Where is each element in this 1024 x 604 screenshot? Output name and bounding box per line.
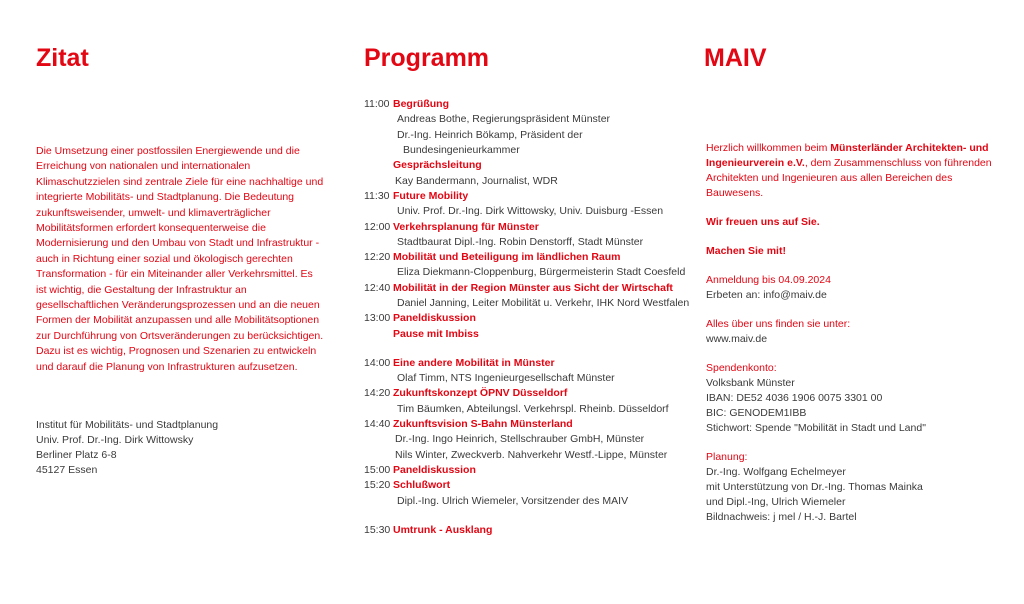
time: 12:40 (364, 281, 391, 294)
entry-title: Paneldiskussion (393, 312, 476, 325)
schedule-row (364, 386, 684, 401)
planning-label: Planung: (706, 451, 748, 463)
image-credits: Bildnachweis: j mel / H.-J. Bartel (706, 511, 857, 523)
schedule-row (364, 296, 690, 311)
speaker: Dipl.-Ing. Ulrich Wiemeler, Vorsitzender des MAIV (397, 494, 629, 507)
time: 11:30 (364, 189, 390, 202)
entry-title: Eine andere Mobilität in Münster (393, 356, 555, 369)
time: 12:00 (364, 220, 391, 233)
schedule-row (364, 523, 684, 538)
donation-label: Spendenkonto: (706, 362, 777, 374)
schedule-row (364, 326, 684, 341)
entry-title: Pause mit Imbiss (393, 327, 479, 340)
schedule-row (364, 112, 684, 127)
bic: BIC: GENODEM1IBB (706, 407, 807, 419)
speaker: Olaf Timm, NTS Ingenieurgesellschaft Münster (397, 372, 615, 385)
freuen-text: Wir freuen uns auf Sie. (706, 216, 820, 228)
speaker: Daniel Janning, Leiter Mobilität u. Verkehr, IHK Nord Westfalen (397, 297, 690, 309)
institute-city: 45127 Essen (36, 464, 98, 476)
maiv-heading: MAIV (704, 44, 767, 72)
mitmachen-text: Machen Sie mit! (706, 245, 786, 257)
schedule-row (364, 265, 684, 280)
bank-name: Volksbank Münster (706, 377, 795, 389)
institute-address (36, 418, 326, 478)
schedule-row (364, 417, 684, 432)
speaker: Eliza Diekmann-Cloppenburg, Bürgermeisterin Stadt Coesfeld (397, 266, 686, 279)
programm-schedule (364, 97, 690, 538)
institute-street: Berliner Platz 6-8 (36, 449, 117, 461)
entry-title: Gesprächsleitung (393, 159, 482, 172)
schedule-row (364, 371, 684, 386)
website-info (706, 317, 996, 347)
speaker: Tim Bäumken, Abteilungsl. Verkehrspl. Rheinb. Düsseldorf (397, 402, 669, 415)
schedule-row (364, 493, 684, 508)
speaker: Univ. Prof. Dr.-Ing. Dirk Wittowsky, Univ. Duisburg -Essen (397, 205, 664, 218)
entry-title: Verkehrsplanung für Münster (393, 220, 539, 233)
zitat-text: Die Umsetzung einer postfossilen Energiewende und die Erreichung von nationalen und internationalen Klimaschutzzielen sind zentrale Ziele für eine nachhaltige und integrierte Mobilitäts- und Stadtplanung. Die Bedeutung zukunftsweisender, umwelt- und klimaverträglicher Mobilitätsformen erfordert konsequenterweise die Modernisierung und den Umbau von Stadt und Infrastruktur - auch in Richtung einer sozial und ökologisch gerechten Transformation - für ein Miteinander aller Verkehrsmittel. Es ist wichtig, die Gestaltung der Infrastruktur an gesellschaftlichen Veränderungsprozessen und an die neuen Formen der Mobilität anzupassen und alle Mobilitätsoptionen zur Durchführung von Ortsveränderungen zu berücksichtigen. Dazu ist es wichtig, Prognosen und Szenarien zu entwickeln und darauf die Planung von Infrastrukturen aufzusetzen. (36, 145, 324, 373)
speaker: Dr.-Ing. Heinrich Bökamp, Präsident der (397, 128, 583, 141)
schedule-row (364, 448, 684, 463)
schedule-row (364, 97, 684, 112)
schedule-row (364, 402, 684, 417)
registration-email: Erbeten an: info@maiv.de (706, 289, 827, 301)
schedule-row (364, 204, 684, 219)
entry-title: Future Mobility (393, 189, 469, 202)
schedule-row (364, 250, 684, 265)
schedule-row (364, 235, 684, 250)
schedule-row (364, 219, 684, 234)
schedule-row (364, 281, 684, 296)
schedule-row (364, 356, 684, 371)
zitat-heading: Zitat (36, 44, 89, 72)
entry-title: Umtrunk - Ausklang (393, 523, 493, 536)
schedule-row (364, 128, 684, 143)
website-label: Alles über uns finden sie unter: (706, 318, 851, 330)
planning-line: mit Unterstützung von Dr.-Ing. Thomas Mainka (706, 481, 923, 493)
entry-title: Mobilität in der Region Münster aus Sicht der Wirtschaft (393, 281, 673, 294)
planning-line: Dr.-Ing. Wolfgang Echelmeyer (706, 466, 846, 478)
maiv-info (706, 141, 996, 539)
donation-account (706, 361, 996, 436)
speaker: Stadtbaurat Dipl.-Ing. Robin Denstorff, Stadt Münster (397, 235, 644, 248)
planning-line: und Dipl.-Ing, Ulrich Wiemeler (706, 496, 846, 508)
time: 12:20 (364, 251, 391, 264)
entry-title: Zukunftskonzept ÖPNV Düsseldorf (393, 387, 568, 400)
schedule-row (364, 143, 684, 158)
time: 15:30 (364, 523, 391, 536)
time: 14:00 (364, 356, 391, 369)
entry-title: Paneldiskussion (393, 463, 476, 476)
entry-title: Zukunftsvision S-Bahn Münsterland (393, 418, 573, 431)
entry-title: Mobilität und Beteiligung im ländlichen Raum (393, 251, 621, 264)
programm-heading: Programm (364, 44, 490, 72)
speaker: Nils Winter, Zweckverb. Nahverkehr Westf.-Lippe, Münster (395, 448, 668, 461)
speaker: Andreas Bothe, Regierungspräsident Münster (397, 113, 611, 126)
schedule-row (364, 189, 684, 204)
time: 14:20 (364, 387, 391, 400)
iban: IBAN: DE52 4036 1906 0075 3301 00 (706, 392, 883, 404)
schedule-row (364, 463, 684, 478)
institute-person: Univ. Prof. Dr.-Ing. Dirk Wittowsky (36, 434, 194, 446)
time: 13:00 (364, 312, 391, 325)
donation-keyword: Stichwort: Spende "Mobilität in Stadt und Land" (706, 422, 926, 434)
entry-title: Begrüßung (393, 98, 449, 111)
schedule-row (364, 158, 684, 173)
website-url: www.maiv.de (706, 333, 768, 345)
time: 14:40 (364, 418, 391, 431)
planning-credits (706, 450, 996, 525)
institute-name: Institut für Mobilitäts- und Stadtplanung (36, 419, 219, 431)
time: 11:00 (364, 98, 390, 111)
entry-title: Schlußwort (393, 479, 451, 492)
speaker: Bundesingenieurkammer (403, 144, 520, 157)
time: 15:00 (364, 463, 391, 476)
schedule-row (364, 478, 684, 493)
association-name: Münsterländer Architekten- und Ingenieurverein e.V. (706, 142, 989, 169)
schedule-row (364, 173, 684, 188)
schedule-row (364, 311, 684, 326)
time: 15:20 (364, 479, 391, 492)
registration-deadline: Anmeldung bis 04.09.2024 (706, 274, 831, 286)
speaker: Kay Bandermann, Journalist, WDR (395, 174, 558, 187)
speaker: Dr.-Ing. Ingo Heinrich, Stellschrauber GmbH, Münster (395, 433, 645, 446)
registration (706, 273, 996, 303)
schedule-row (364, 432, 684, 447)
welcome-text: Herzlich willkommen beim Münsterländer Architekten- und Ingenieurverein e.V., dem Zusammenschluss von führenden Architekten und Ingenieuren aus allen Bereichen des Bauwesens. (706, 142, 992, 199)
